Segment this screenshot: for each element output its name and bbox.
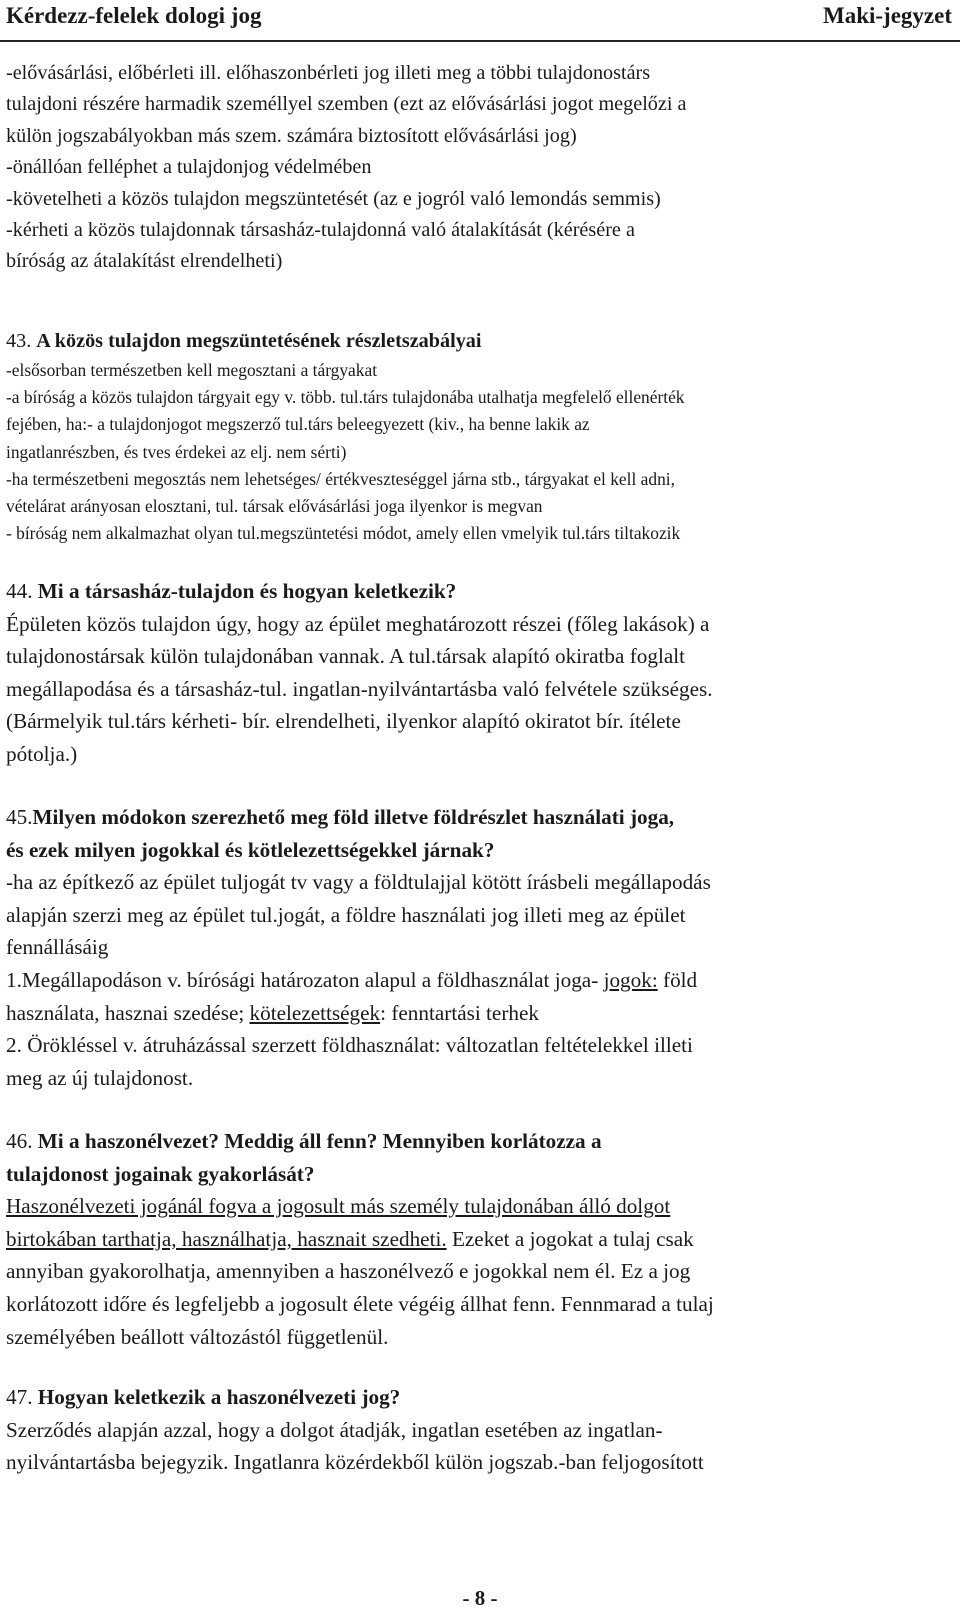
header-author: Maki-jegyzet: [823, 3, 952, 28]
q44-line: megállapodása és a társasház-tul. ingatlan-nyilvántartásba való felvétele szükséges.: [6, 676, 713, 701]
q45-item1b-text: használata, hasznai szedése;: [6, 1000, 250, 1025]
q44-line: tulajdonostársak külön tulajdonában vannak. A tul.társak alapító okiratba foglalt: [6, 644, 686, 669]
q46-line: korlátozott időre és legfeljebb a jogosult élete végéig állhat fenn. Fennmarad a tulaj: [6, 1291, 714, 1316]
q43-title: A közös tulajdon megszüntetésének részletszabályai: [36, 330, 482, 352]
q45-number: 45.: [6, 805, 33, 829]
q45-item2-line: meg az új tulajdonost.: [6, 1065, 194, 1090]
q45-item2-line: 2. Örökléssel v. átruházással szerzett földhasználat: változatlan feltételekkel illeti: [6, 1033, 693, 1058]
q43-line: fejében, ha:- a tulajdonjogot megszerző tul.társ beleegyezett (kiv., ha benne lakik az: [6, 414, 590, 435]
q43-line: -a bíróság a közös tulajdon tárgyait egy v. több. tul.társ tulajdonába utalhatja megfelelő ellenérték: [6, 387, 685, 408]
q43-number: 43.: [6, 330, 32, 352]
q45-item1-suffix: föld: [657, 967, 698, 992]
q44-number: 44.: [6, 579, 33, 603]
header-title: Kérdezz-felelek dologi jog: [6, 3, 262, 28]
q43-line: -elsősorban természetben kell megosztani a tárgyakat: [6, 360, 378, 380]
intro-line: -elővásárlási, előbérleti ill. előhaszonbérleti jog illeti meg a többi tulajdonostárs: [6, 62, 651, 84]
intro-line: -kérheti a közös tulajdonnak társasház-tulajdonná való átalakítását (kérésére a: [6, 219, 635, 242]
q46-line-mixed: [6, 1223, 952, 1256]
q47-title: Hogyan keletkezik a haszonélvezeti jog?: [37, 1385, 401, 1409]
q44-line: pótolja.): [6, 741, 78, 766]
q44-section: [6, 575, 952, 771]
q47-line: Szerződés alapján azzal, hogy a dolgot átadják, ingatlan esetében az ingatlan-: [6, 1417, 663, 1442]
q45-item1-text: 1.Megállapodáson v. bírósági határozaton alapul a földhasználat joga-: [6, 967, 604, 992]
q46-underlined-line: Haszonélvezeti jogánál fogva a jogosult más személy tulajdonában álló dolgot: [6, 1194, 671, 1219]
q45-line: alapján szerzi meg az épület tul.jogát, a földre használati jog illeti meg az épület: [6, 902, 686, 927]
q44-heading: [6, 575, 952, 608]
q44-line: (Bármelyik tul.társ kérheti- bír. elrendelheti, ilyenkor alapító okiratot bír. ítélete: [6, 709, 681, 734]
q46-line: annyiban gyakorolhatja, amennyiben a haszonélvező e jogokkal nem él. Ez a jog: [6, 1259, 691, 1284]
q46-section: [6, 1125, 952, 1353]
q44-title: Mi a társasház-tulajdon és hogyan keletkezik?: [37, 579, 457, 603]
page-header: [0, 0, 960, 36]
q45-heading: [6, 801, 952, 834]
intro-line: külön jogszabályokban más szem. számára biztosított elővásárlási jog): [6, 124, 577, 147]
q46-title-line2: tulajdonost jogainak gyakorlását?: [6, 1161, 315, 1186]
q46-number: 46.: [6, 1129, 33, 1153]
q45-jogok-label: jogok:: [603, 967, 658, 992]
q47-heading: [6, 1381, 952, 1414]
intro-line: tulajdoni részére harmadik személlyel szemben (ezt az elővásárlási jogot megelőzi a: [6, 93, 687, 116]
q47-number: 47.: [6, 1385, 33, 1409]
q43-line: ingatlanrészben, és tves érdekei az elj. nem sérti): [6, 441, 347, 462]
q45-section: [6, 801, 952, 1094]
q46-line: személyében beállott változástól függetlenül.: [6, 1324, 389, 1349]
q45-line: fennállásáig: [6, 935, 109, 960]
q45-item1: [6, 964, 952, 997]
intro-line: -önállóan felléphet a tulajdonjog védelmében: [6, 156, 372, 179]
header-rule: [0, 40, 960, 42]
q43-line: - bíróság nem alkalmazhat olyan tul.megszüntetési módot, amely ellen vmelyik tul.társ tiltakozik: [6, 523, 681, 544]
q45-kotelezettsegek-label: kötelezettségek: [249, 1000, 381, 1025]
q43-line: -ha természetbeni megosztás nem lehetséges/ értékveszteséggel járna stb., tárgyakat el kell adni,: [6, 468, 675, 489]
q47-section: [6, 1381, 952, 1479]
intro-line: bíróság az átalakítást elrendelheti): [6, 250, 283, 273]
q47-line: nyilvántartásba bejegyzik. Ingatlanra közérdekből külön jogszab.-ban feljogosított: [6, 1450, 704, 1475]
q46-underlined-text: birtokában tarthatja, használhatja, hasznait szedheti.: [6, 1226, 447, 1251]
intro-paragraph: [6, 58, 952, 278]
q45-line: -ha az építkező az épület tuljogát tv vagy a földtulajjal kötött írásbeli megállapodás: [6, 870, 711, 895]
q46-line-rest: Ezeket a jogokat a tulaj csak: [446, 1226, 694, 1251]
q45-item1b-suffix: : fenntartási terhek: [380, 1000, 539, 1025]
page-number: - 8 -: [462, 1586, 498, 1610]
q45-title-line1: Milyen módokon szerezhető meg föld illetve földrészlet használati joga,: [32, 805, 675, 829]
q45-item1b: [6, 997, 952, 1030]
q44-line: Épületen közös tulajdon úgy, hogy az épület meghatározott részei (főleg lakások) a: [6, 611, 710, 636]
q43-line: vételárat arányosan elosztani, tul. társak elővásárlási joga ilyenkor is megvan: [6, 496, 543, 517]
intro-line: -követelheti a közös tulajdon megszüntetését (az e jogról való lemondás semmis): [6, 187, 661, 210]
q46-heading: [6, 1125, 952, 1158]
q46-title-line1: Mi a haszonélvezet? Meddig áll fenn? Mennyiben korlátozza a: [37, 1129, 602, 1153]
q43-heading: [6, 326, 952, 357]
q43-body: [6, 357, 952, 547]
q45-title-line2: és ezek milyen jogokkal és kötlelezettségekkel járnak?: [6, 837, 495, 862]
